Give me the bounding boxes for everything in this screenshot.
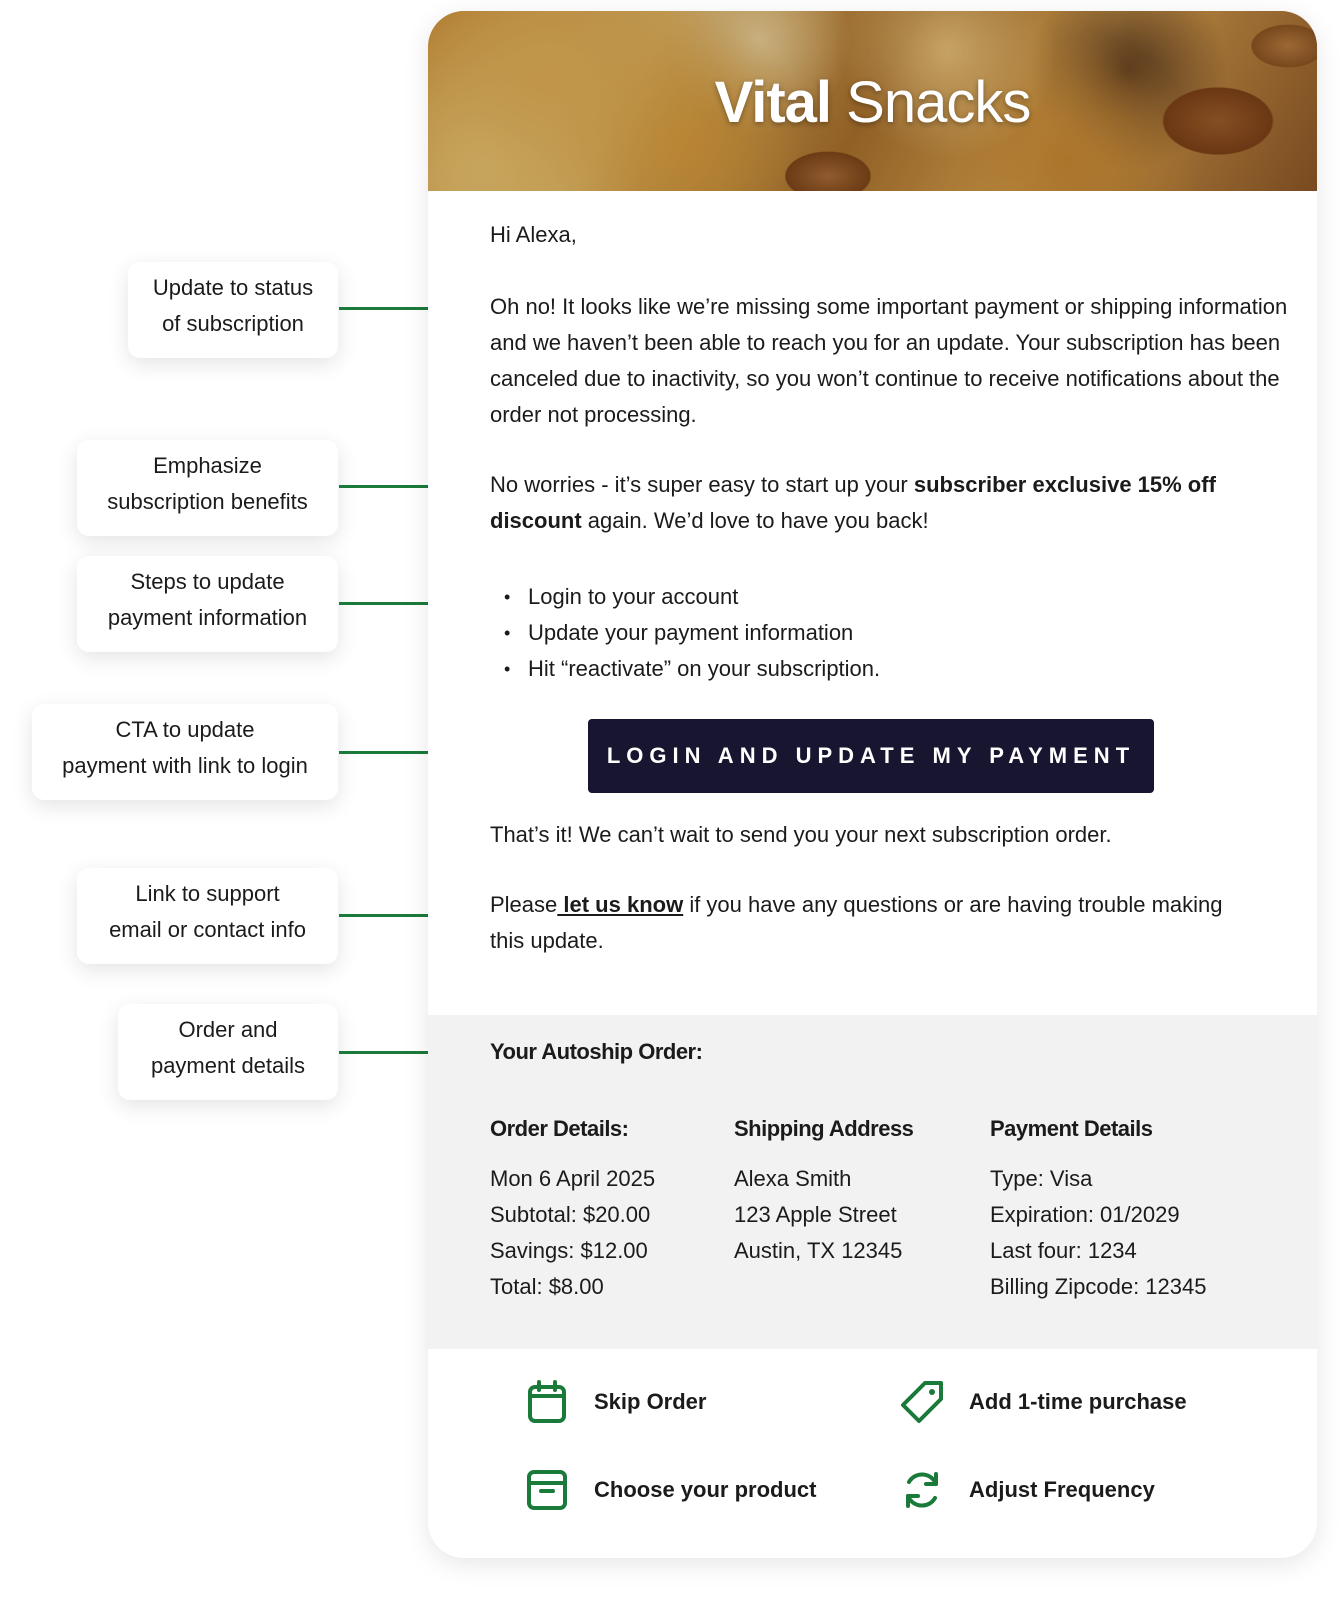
refresh-icon (899, 1467, 945, 1513)
order-title: Your Autoship Order: (490, 1039, 703, 1064)
benefits-before: No worries - it’s super easy to start up your (490, 472, 914, 497)
annotation-line: Update to status (152, 275, 314, 300)
greeting-text: Hi Alexa, (490, 222, 577, 247)
status-paragraph (490, 289, 1290, 433)
order-details-column (490, 1111, 655, 1305)
annotation-benefits (77, 440, 338, 536)
tag-icon (899, 1379, 945, 1425)
payment-line: Last four: 1234 (990, 1238, 1137, 1263)
payment-details-heading: Payment Details (990, 1116, 1153, 1141)
annotation-line: payment information (107, 605, 308, 630)
annotation-support (77, 868, 338, 964)
add-one-time-purchase-label: Add 1-time purchase (969, 1389, 1187, 1414)
let-us-know-link[interactable]: let us know (557, 892, 684, 917)
annotation-details (118, 1004, 338, 1100)
benefits-after: again. We’d love to have you back! (581, 508, 929, 533)
order-detail-line: Mon 6 April 2025 (490, 1166, 656, 1191)
shipping-line: Austin, TX 12345 (734, 1238, 903, 1263)
annotation-line: payment with link to login (62, 753, 308, 778)
choose-product-label: Choose your product (594, 1477, 817, 1502)
skip-order-label: Skip Order (594, 1389, 707, 1414)
annotation-line: payment details (150, 1053, 306, 1078)
support-before: Please (490, 892, 558, 917)
brand-bold: Vital (714, 70, 832, 135)
hero-banner (428, 11, 1317, 191)
shipping-line: 123 Apple Street (734, 1202, 897, 1227)
status-text: Oh no! It looks like we’re missing some important payment or shipping information and we haven’t been able to reach you for an update. Your subscription has been canceled due to inactivity, so you won’t continue to receive notifications about the order not processing. (490, 294, 1288, 427)
annotation-line: CTA to update (115, 717, 255, 742)
payment-line: Billing Zipcode: 12345 (990, 1274, 1207, 1299)
order-section (428, 1015, 1317, 1349)
annotation-line: Steps to update (130, 569, 285, 594)
order-detail-line: Savings: $12.00 (490, 1238, 648, 1263)
order-detail-line: Total: $8.00 (490, 1274, 604, 1299)
annotation-line: email or contact info (109, 917, 306, 942)
shipping-address-heading: Shipping Address (734, 1116, 914, 1141)
order-details-heading: Order Details: (490, 1116, 629, 1141)
choose-product-link[interactable] (524, 1467, 816, 1513)
closing-paragraph (490, 817, 1290, 853)
annotation-line: Emphasize (153, 453, 262, 478)
support-after: if you have any questions or are having trouble making this update. (490, 892, 1223, 953)
benefits-bold: subscriber exclusive 15% off discount (490, 472, 1216, 533)
annotation-line: subscription benefits (107, 489, 308, 514)
support-paragraph (490, 887, 1250, 959)
payment-details-column (990, 1111, 1206, 1305)
payment-line: Expiration: 01/2029 (990, 1202, 1180, 1227)
shipping-address-column (734, 1111, 913, 1269)
shipping-line: Alexa Smith (734, 1166, 852, 1191)
benefits-text (490, 467, 1250, 539)
annotation-line: Link to support (135, 881, 280, 906)
order-detail-line: Subtotal: $20.00 (490, 1202, 651, 1227)
list-item: • Update your payment information (490, 615, 880, 651)
closing-text: That’s it! We can’t wait to send you your next subscription order. (490, 822, 1112, 847)
login-update-payment-button[interactable]: LOGIN AND UPDATE MY PAYMENT (588, 719, 1154, 793)
annotation-steps (77, 556, 338, 652)
add-one-time-purchase-link[interactable] (899, 1379, 1187, 1425)
annotation-status (128, 262, 338, 358)
greeting (490, 217, 1290, 253)
calendar-icon (524, 1379, 570, 1425)
adjust-frequency-label: Adjust Frequency (969, 1477, 1155, 1502)
adjust-frequency-link[interactable] (899, 1467, 1155, 1513)
list-item: • Hit “reactivate” on your subscription. (490, 651, 880, 687)
email-card (428, 11, 1317, 1558)
annotation-line: Order and (178, 1017, 278, 1042)
support-text (490, 887, 1250, 959)
skip-order-link[interactable] (524, 1379, 706, 1425)
brand-logo (428, 69, 1317, 136)
list-item: • Login to your account (490, 579, 880, 615)
annotation-line: of subscription (162, 311, 304, 336)
payment-line: Type: Visa (990, 1166, 1093, 1191)
steps-list (490, 579, 880, 687)
archive-box-icon (524, 1467, 570, 1513)
annotation-cta (32, 704, 338, 800)
benefits-paragraph (490, 467, 1250, 539)
brand-regular: Snacks (846, 70, 1031, 135)
